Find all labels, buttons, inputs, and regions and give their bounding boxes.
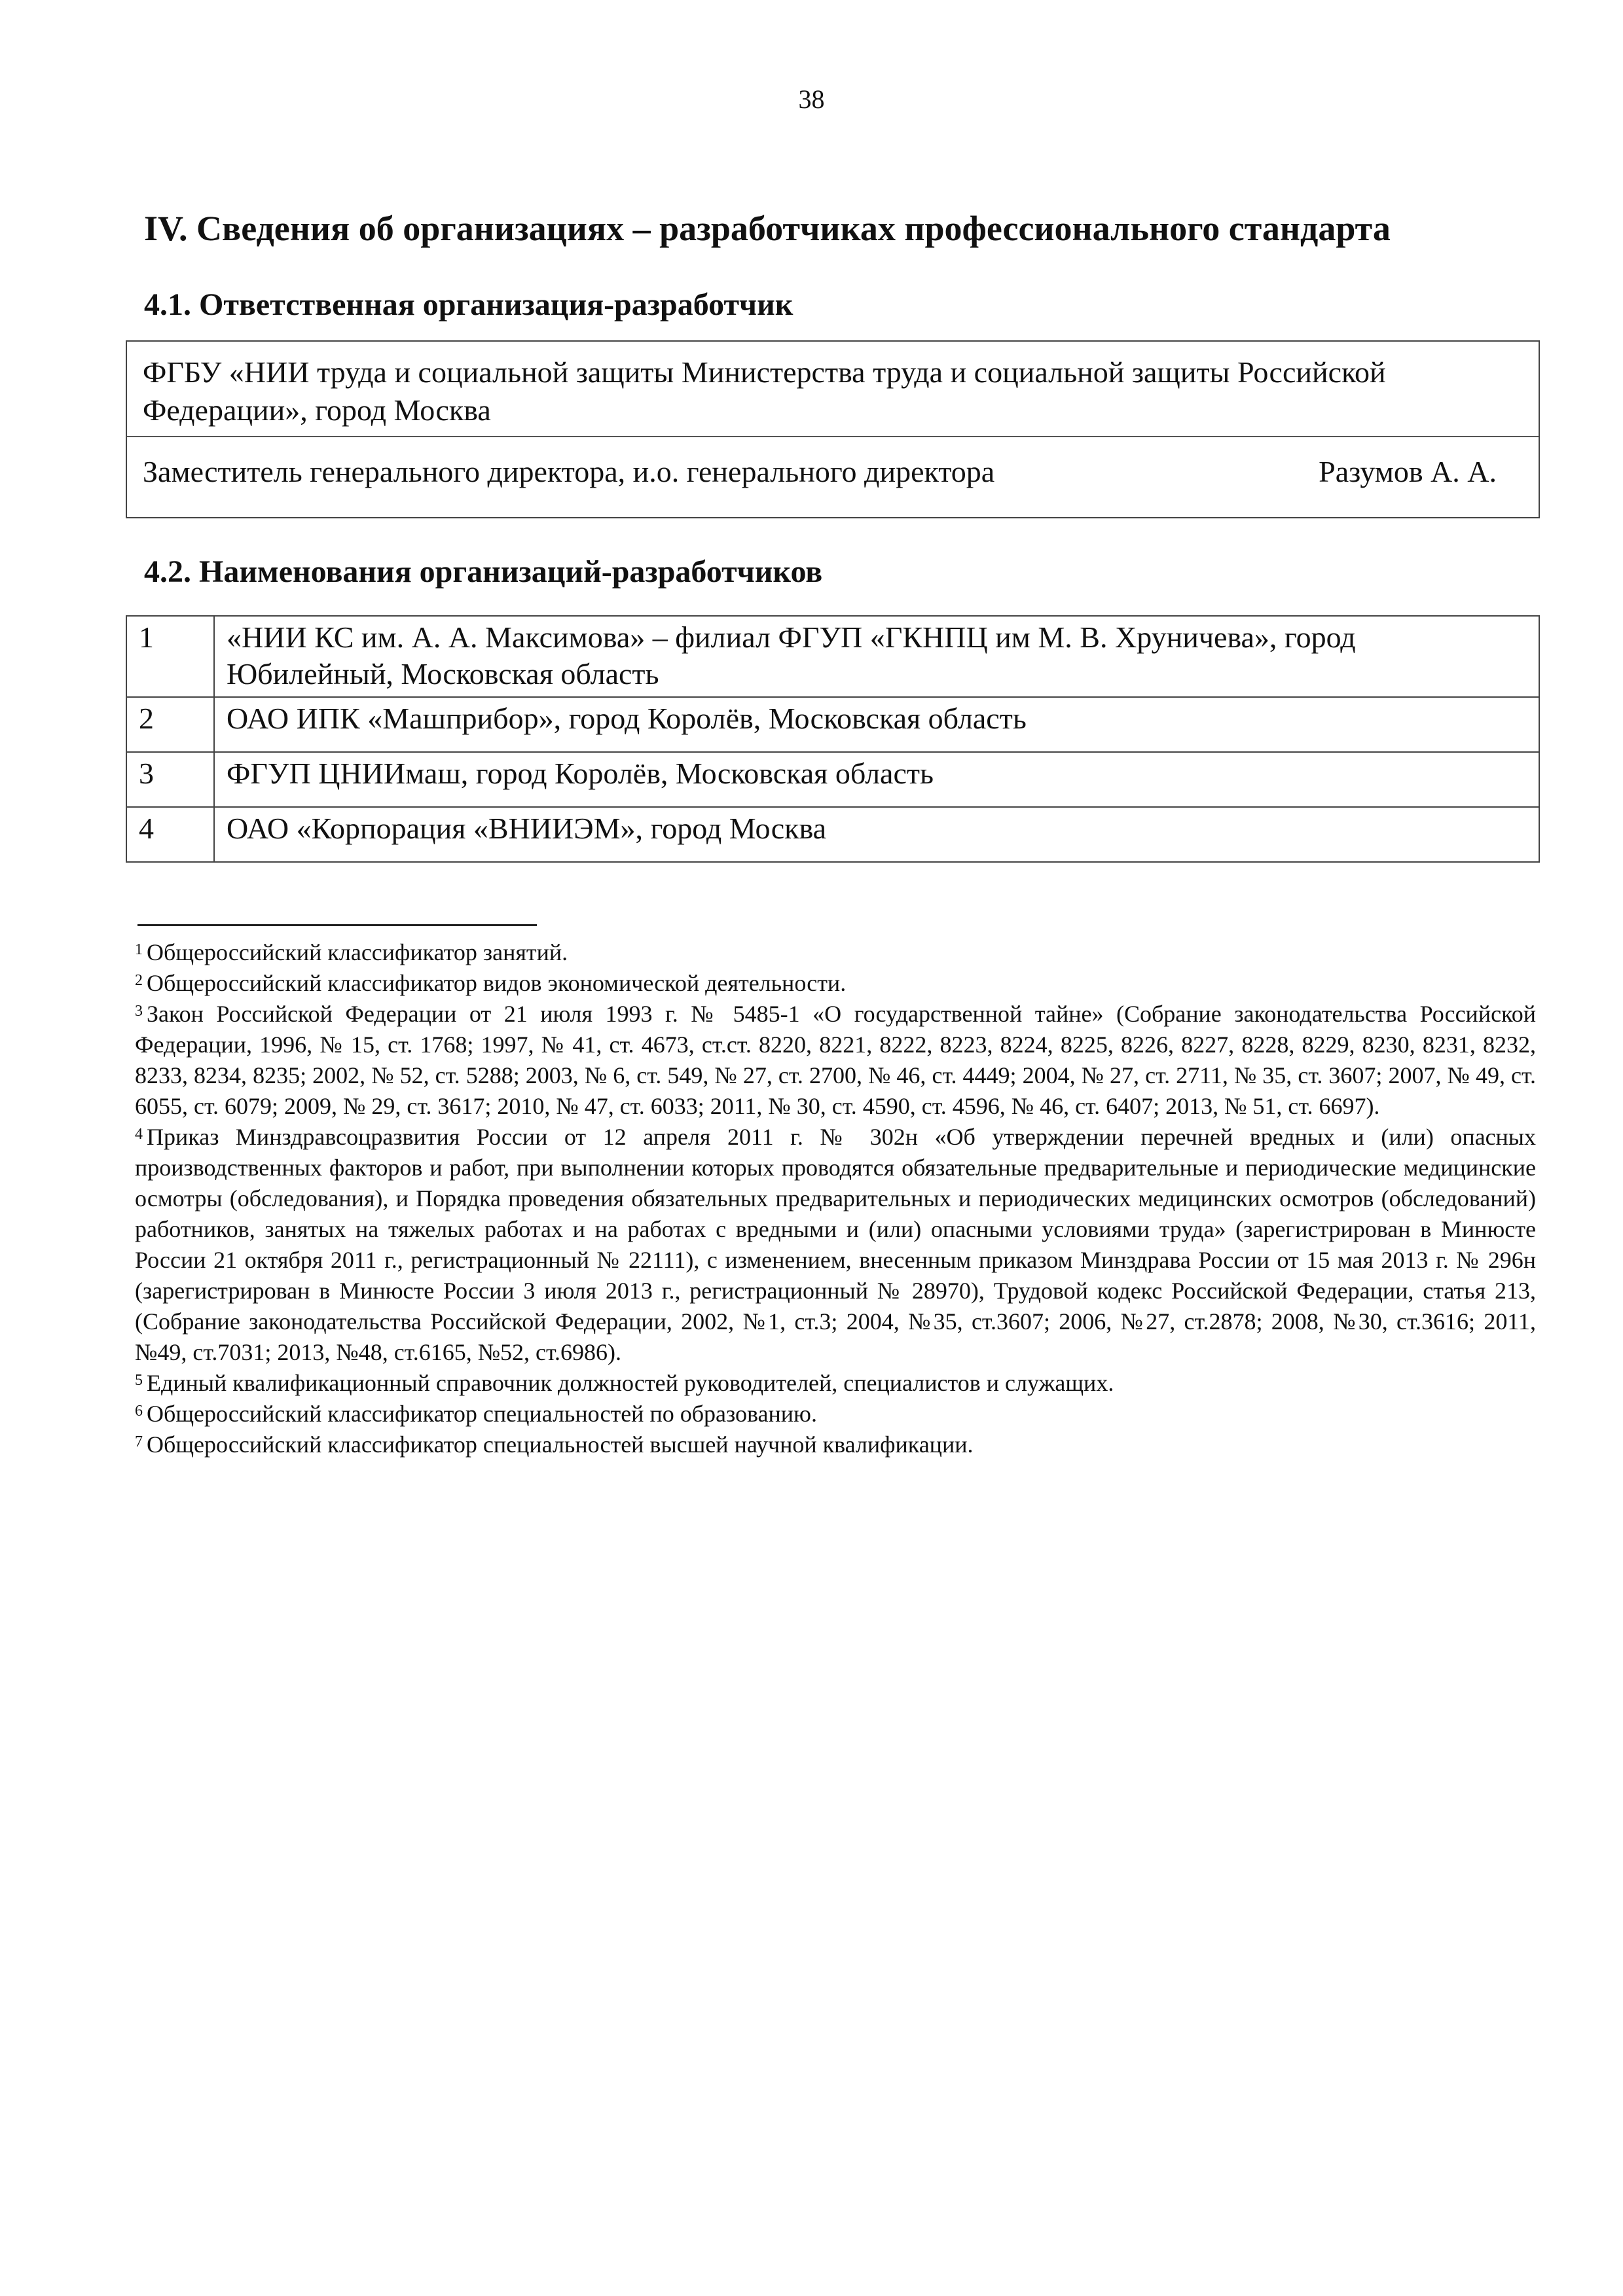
- footnote-text: Закон Российской Федерации от 21 июля 1993 г. № 5485-1 «О государственной тайне» (Собрание законодательства Российской Федерации, 1996, № 15, ст. 1768; 1997, № 41, ст. 4673, ст.ст. 8220, 8221, 8222, 8223, 8224, 8225, 8226, 8227, 8228, 8229, 8230, 8231, 8232, 8233, 8234, 8235; 2002, № 52, ст. 5288; 2003, № 6, ст. 549, № 27, ст. 2700, № 46, ст. 4449; 2004, № 27, ст. 2711, № 35, ст. 3607; 2007, № 49, ст. 6055, ст. 6079; 2009, № 29, ст. 3617; 2010, № 47, ст. 6033; 2011, № 30, ст. 4590, ст. 4596, № 46, ст. 6407; 2013, № 51, ст. 6697).: [135, 1001, 1536, 1119]
- row-number: 1: [126, 616, 214, 697]
- footnote-text: Единый квалификационный справочник должностей руководителей, специалистов и служащих.: [147, 1370, 1114, 1396]
- footnotes: [135, 937, 1536, 1460]
- footnote-mark: 6: [135, 1403, 143, 1420]
- footnote-mark: 1: [135, 941, 143, 958]
- table-row: [126, 807, 1539, 862]
- table-row: [126, 697, 1539, 752]
- footnote: [135, 937, 1536, 968]
- table-row: [126, 752, 1539, 807]
- responsible-org-name: ФГБУ «НИИ труда и социальной защиты Министерства труда и социальной защиты Российской Федерации», город Москва: [143, 355, 1386, 427]
- responsible-org-table: [126, 340, 1540, 518]
- footnote-mark: 3: [135, 1003, 143, 1020]
- footnote-text: Общероссийский классификатор видов экономической деятельности.: [147, 970, 847, 996]
- footnote-text: Общероссийский классификатор специальностей по образованию.: [147, 1401, 817, 1427]
- footnote-text: Общероссийский классификатор специальностей высшей научной квалификации.: [147, 1431, 974, 1458]
- row-number: 2: [126, 697, 214, 752]
- table-row: [126, 616, 1539, 697]
- footnote: [135, 1122, 1536, 1368]
- page-number: 38: [798, 84, 825, 114]
- footnote: [135, 1429, 1536, 1460]
- developer-orgs-table: [126, 615, 1540, 863]
- developer-orgs-heading: 4.2. Наименования организаций-разработчиков: [144, 554, 823, 589]
- footnote: [135, 1368, 1536, 1399]
- section-title: IV. Сведения об организациях – разработчиках профессионального стандарта: [144, 209, 1391, 248]
- footnote-text: Приказ Минздравсоцразвития России от 12 апреля 2011 г. № 302н «Об утверждении перечней вредных и (или) опасных производственных факторов и работ, при выполнении которых проводятся обязательные предварительные и периодические медицинские осмотры (обследования), и Порядка проведения обязательных предварительных и периодических медицинских осмотров (обследований) работников, занятых на тяжелых работах и на работах с вредными и (или) опасными условиями труда» (зарегистрирован в Минюсте России 21 октября 2011 г., регистрационный № 22111), с изменением, внесенным приказом Минздрава России от 15 мая 2013 г. № 296н (зарегистрирован в Минюсте России 3 июля 2013 г., регистрационный № 28970), Трудовой кодекс Российской Федерации, статья 213, (Собрание законодательства Российской Федерации, 2002, №1, ст.3; 2004, №35, ст.3607; 2006, №27, ст.2878; 2008, №30, ст.3616; 2011, №49, ст.7031; 2013, №48, ст.6165, №52, ст.6986).: [135, 1124, 1536, 1365]
- org-name: ФГУП ЦНИИмаш, город Королёв, Московская область: [214, 752, 1539, 807]
- responsible-person-name: Разумов А. А.: [1319, 455, 1497, 488]
- footnote-mark: 4: [135, 1126, 143, 1143]
- footnote-mark: 7: [135, 1433, 143, 1450]
- table-divider: [127, 436, 1539, 437]
- footnote: [135, 999, 1536, 1122]
- row-number: 4: [126, 807, 214, 862]
- footnote-mark: 5: [135, 1372, 143, 1389]
- org-name: ОАО ИПК «Машприбор», город Королёв, Московская область: [214, 697, 1539, 752]
- org-name: «НИИ КС им. А. А. Максимова» – филиал ФГУП «ГКНПЦ им М. В. Хруничева», город Юбилейный, Московская область: [214, 616, 1539, 697]
- footnote: [135, 968, 1536, 999]
- footnote-text: Общероссийский классификатор занятий.: [147, 939, 568, 965]
- responsible-org-heading: 4.1. Ответственная организация-разработчик: [144, 287, 793, 322]
- org-name: ОАО «Корпорация «ВНИИЭМ», город Москва: [214, 807, 1539, 862]
- footnote-mark: 2: [135, 972, 143, 989]
- row-number: 3: [126, 752, 214, 807]
- footnote: [135, 1399, 1536, 1429]
- responsible-position: Заместитель генерального директора, и.о. генерального директора: [143, 455, 995, 488]
- footnote-separator: [137, 924, 537, 926]
